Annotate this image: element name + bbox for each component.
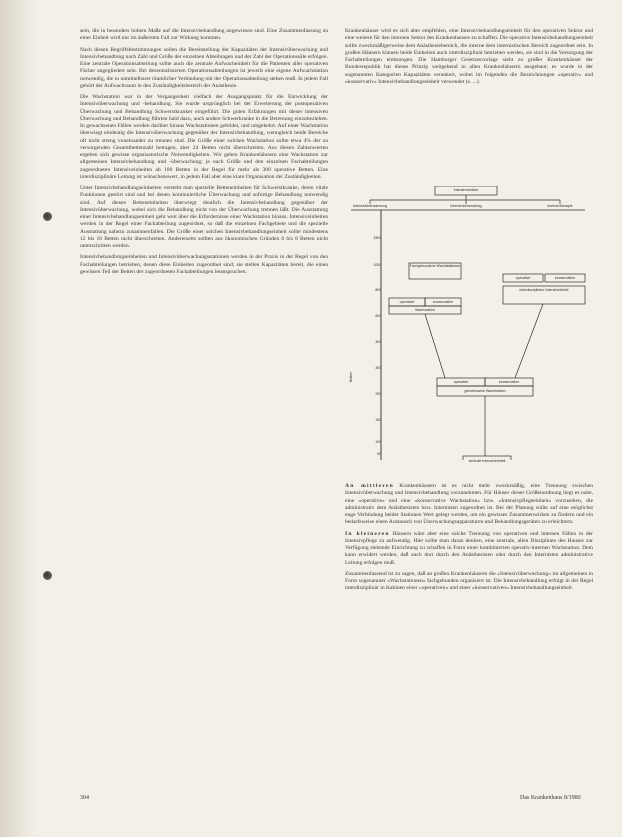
page-number: 304 xyxy=(80,795,89,801)
box-label: operative xyxy=(515,276,531,280)
box-label: operative xyxy=(453,380,469,384)
diagram-branch-left: Intensivüberwachung xyxy=(353,204,387,208)
punch-hole xyxy=(43,212,52,221)
paragraph: Krankenhäuser wird es sich aber empfehlen, eine Intensivbehandlungseinheit für den operativen Sektor und eine weitere für den internen Sektor des Krankenhauses zu schaffen. Die operative Intensivbehandlungseinheit sollte zweckmäßigerweise dem Anästhesiebereich, die interne dem internistischen Bereich zugeordnet sein. In großen Häusern können beide Einheiten auch interdisziplinär betrieben werden, sie sind in die Versorgung der Fachabteilungen einbezogen. Die Hamburger Gesetzesvorlage sieht zu großer Krankenhäuser der Bundesrepublik hat dieses Prinzip weitgehend in allen Krankenhäusern ausgebaut; es wurde in der sogenannten Kategorien Kapazitäten verankert, wobei im folgenden die Bezeichnungen »operativ« und »konservativ« Intensivbehandlungseinheit verwendet (s. ...). xyxy=(345,28,593,85)
axis-tick: 50 xyxy=(377,452,381,456)
paragraph: Unter Intensivbehandlungseinheiten versteht man spezielle Betteneinheiten für Schwerstkranke, deren vitale Funktionen gestört sind und bei denen kontinuierliche Überwachung und sofortige Behandlung notwendig sind. Auf diesen Betteneinheiten überwiegt deutlich die Intensivbehandlung gegenüber der Intensivüberwachung, wobei sich die Behandlung nicht von der Überwachung trennen läßt. Die Ausstattung einer Intensivbehandlungseinheit geht weit über die Erfordernisse einer Wachstation hinaus. Intensiveinheiten werden in der Regel einer Fachabteilung zugeordnet, so daß die einzelnen Fachgebiete und die spezielle Ausstattung nahezu zusammenfallen. Die Größe einer solchen Intensivbehandlungseinheit sollte mindestens 12 bis 16 Betten nicht überschreiten. Andererseits sollten aus ökonomischen Gründen 6 bis 8 Betten nicht unterschritten werden. xyxy=(80,185,328,249)
diagram-lines xyxy=(345,186,593,460)
punch-hole xyxy=(43,571,52,580)
box-label: operative xyxy=(399,300,415,304)
axis-label: Betten xyxy=(349,371,353,382)
box-label: Wachstation xyxy=(415,308,435,312)
paragraph xyxy=(345,483,593,527)
axis-tick: 1000 xyxy=(373,263,381,267)
paragraph xyxy=(345,531,593,567)
journal-reference: Das Krankenhaus 8/1980 xyxy=(520,795,581,801)
right-lower-text xyxy=(345,483,593,597)
paragraph: Die Wachstation war in der Vergangenheit vielfach der Ausgangspunkt für die Entwicklung der Intensivüberwachung und -behandlung. Sie wurde ursprünglich bei der Erweiterung der postoperativen Überwachung und Behandlung Schwerstkranker eingeführt. Die guten Erfahrungen mit dieser intensiven Überwachung und Behandlung führten bald dazu, auch andere Schwerkranke in die Betreuung einzubeziehen. In gewachsenen Fällen werden darüber hinaus Wachstationen gebildet, und umgekehrt. Auf einer Wachstation überwiegt eindeutig die Intensivüberwachung gegenüber der Intensivbehandlung, wenngleich beide Bereiche oft nicht streng voneinander zu trennen sind. Die Größe einer solchen Wachstation sollte etwa 4% der zu versorgenden Gesamtbettenzahl betragen, aber 24 Betten nicht überschreiten. Aus diesen Zahlenwerten ergeben sich gewisse organisatorische Notwendigkeiten. Wir gehen Krankenhäusern eine Wachstation zur allgemeinen Intensivbehandlung und -überwachung; je nach Größe und den einzelnen Fachabteilungen zugeordneten Intensiveinheiten ab 100 Betten in der Regel für mehr als 300 operative Betten. Eine interdisziplinäre Leitung ist wünschenswert, in jedem Fall aber eine klare Organisation der Zuständigkeiten. xyxy=(80,94,328,180)
box-label: konservative xyxy=(554,276,576,280)
axis-tick: 600 xyxy=(375,314,381,318)
paragraph-text: Zusammenfassend ist zu sagen, daß an großen Krankenhäusern die »Intensivüberwachung« im allgemeinen in Form sogenannter »Wachstationen« fachgebunden organisiert ist. Die Intensivbehandlung erfolgt in der Regel interdisziplinär in Kabinen einer »operativen« und einer »konservativen« Intensivbehandlungseinheit. xyxy=(345,570,593,592)
paragraph-text: Krankenhäusern ist es nicht mehr zweckmäßig, eine Trennung zwischen Intensivüberwachung und Intensivbehandlung vorzunehmen. Für Häuser dieser Größenordnung liegt es nahe, eine »operative« und eine »konservative Wachstation« bzw. »Intensivpflegeeinheit« vorzusehen, die administrativ dem Anästhesisten bzw. Internisten zugeordnet ist. Bei der Planung sollte auf eine möglichst enge Verbindung beider Stationen Wert gelegt werden, um ein gewisses Zusammenwirken zu fördern und ein bedarfsweise einen Austausch von Überwachungsapparaturen und Behandlungsgeräten zu erleichtern. xyxy=(345,483,593,526)
axis-tick: 150 xyxy=(375,418,381,422)
lead-words: In kleineren xyxy=(345,530,390,537)
axis-tick: 800 xyxy=(375,288,381,292)
scan-edge-shadow xyxy=(0,0,42,837)
axis-tick: 400 xyxy=(375,340,381,344)
axis-tick: 1500 xyxy=(373,236,381,240)
lead-words: An mittleren xyxy=(345,483,394,489)
axis-tick: 300 xyxy=(375,366,381,370)
axis-tick: 100 xyxy=(375,440,381,444)
organisation-diagram xyxy=(345,186,593,463)
diagram-branch-mid: Intensivbehandlung xyxy=(450,204,482,208)
paragraph: Intensivbehandlungseinheiten und Intensivüberwachungsstationen werden in der Praxis in der Regel von den Fachabteilungen betrieben, denen diese Einheiten zugeordnet sind; sie stellen Kapazitäten bereit, die einen gewissen Teil der Betten der zugeordneten Fachabteilungen beanspruchen. xyxy=(80,254,328,275)
paragraph xyxy=(345,571,593,593)
box-label: zentrale Intensiveinheit xyxy=(468,459,506,463)
axis-tick: 200 xyxy=(375,392,381,396)
paragraph: sein, die in besonders hohem Maße auf die Intensivbehandlung angewiesen sind. Eine Zusammenfassung zu einer Einheit wird nur im äußersten Fall zur Wirkung kommen. xyxy=(80,28,328,42)
box-label: interdisziplinäre Intensiveinheit xyxy=(519,288,569,292)
diagram-branch-right: Intensivtherapie xyxy=(547,204,573,208)
left-text-column xyxy=(80,28,328,280)
box-label: Fachgebundene Wachstationen xyxy=(409,264,461,268)
paragraph-text: Häusern wäre aber eine solche Trennung von operativen und internen Fällen in der Intensivpflege zu aufwendig. Hier sollte man daran denken, eine zentrale, allen Disziplinen des Hauses zur Verfügung stehende Einrichtung zu schaffen in Form einer kombinierten operativ-internen Wachstation. Dem kann erwidert werden, daß auch dort durch den Anästhesisten oder durch den Internisten administrative Leitung erfolgen muß. xyxy=(345,530,594,566)
box-label: konservative xyxy=(432,300,454,304)
paragraph: Nach diesen Begriffsbestimmungen sollen die Bereitstellung der Kapazitäten der Intensivüberwachung und Intensivbehandlung nach Zahl und Größe der einzelnen Abteilungen und der Zahl der Operationssäle erfolgen. Eine zentrale Operationsabteilung sollte auch die zentrale Aufwacheinheit für die Patienten aller operativen Fächer angegliedert sein. Bei dezentralisierten Operationsabteilungen ist jeweils eine eigene Aufwachstation notwendig, die in unmittelbarer räumlicher Verbindung mit der Operationsabteilung stehen muß. In jedem Fall gehört der Aufwachraum in den Zuständigkeitsbereich der Anästhesie. xyxy=(80,46,328,89)
box-label: gemeinsame Wachstation xyxy=(464,389,506,393)
diagram-title: Intensivmedizin xyxy=(453,188,479,192)
box-label: konservative xyxy=(498,380,520,384)
